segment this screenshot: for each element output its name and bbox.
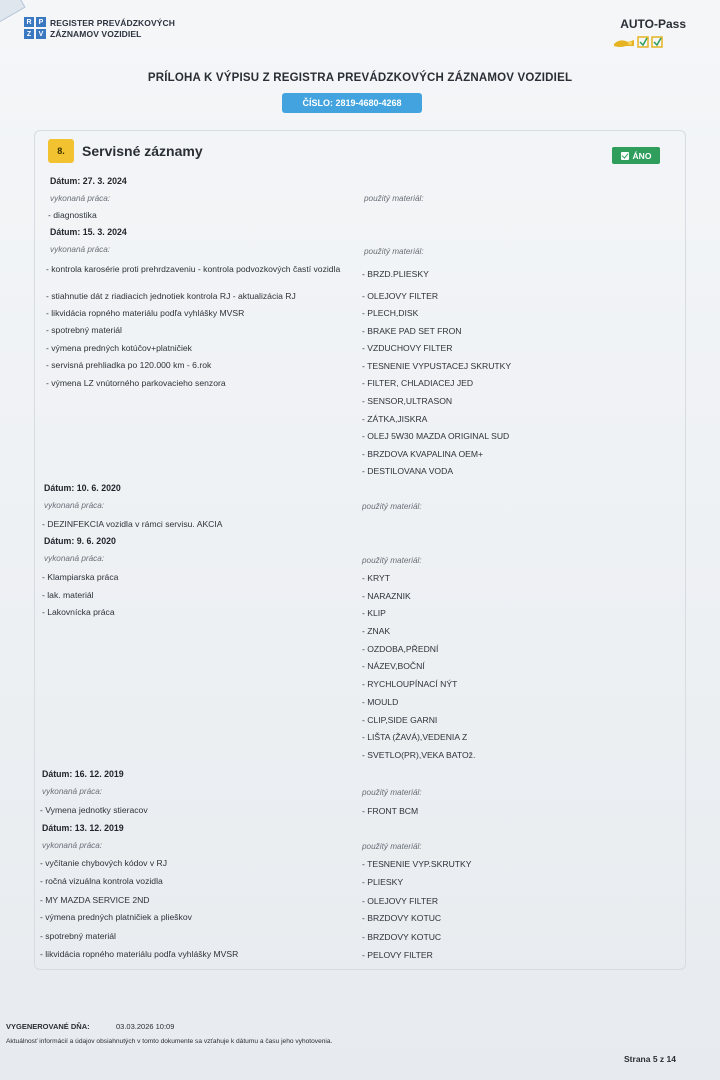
record-date: Dátum: 9. 6. 2020 <box>44 536 116 546</box>
page-title: PRÍLOHA K VÝPISU Z REGISTRA PREVÁDZKOVÝCH ZÁZNAMOV VOZIDIEL <box>147 72 573 84</box>
work-label: vykonaná práca: <box>42 841 103 850</box>
material-item: - OLEJ 5W30 MAZDA ORIGINAL SUD <box>362 431 510 441</box>
registry-name-line2: ZÁZNAMOV VOZIDIEL <box>50 29 142 39</box>
work-label: vykonaná práca: <box>44 554 105 563</box>
work-label: vykonaná práca: <box>42 787 103 796</box>
material-item: - BRZDOVY KOTUC <box>362 913 442 923</box>
material-label: použitý materiál: <box>362 502 422 511</box>
material-item: - MOULD <box>362 697 399 707</box>
work-item: - vyčítanie chybových kódov v RJ <box>40 858 168 868</box>
material-item: - BRAKE PAD SET FRON <box>362 326 462 336</box>
work-item: - spotrebný materiál <box>40 931 116 941</box>
material-item: - OZDOBA,PŘEDNÍ <box>362 644 439 654</box>
material-label: použitý materiál: <box>364 247 424 256</box>
corner-tab <box>0 0 26 25</box>
material-item: - FILTER, CHLADIACEJ JED <box>362 378 474 388</box>
work-item: - diagnostika <box>48 210 97 220</box>
material-item: - CLIP,SIDE GARNI <box>362 715 438 725</box>
material-item: - PLECH,DISK <box>362 308 419 318</box>
disclaimer-note: Aktuálnosť informácií a údajov obsiahnutých v tomto dokumente sa vzťahuje k dátumu a času jeho vyhotovenia. <box>6 1038 333 1045</box>
work-item: - výmena LZ vnútorného parkovacieho senzora <box>46 378 226 388</box>
material-item: - BRZDOVA KVAPALINA OEM+ <box>362 449 484 459</box>
material-item: - SENSOR,ULTRASON <box>362 396 453 406</box>
record-date: Dátum: 27. 3. 2024 <box>50 176 127 186</box>
material-item: - KRYT <box>362 573 391 583</box>
record-date: Dátum: 16. 12. 2019 <box>42 769 124 779</box>
work-item: - Vymena jednotky stieracov <box>40 805 148 815</box>
document-number-badge <box>282 93 422 113</box>
material-item: - BRZD.PLIESKY <box>362 269 429 279</box>
work-item: - likvidácia ropného materiálu podľa vyhlášky MVSR <box>40 949 239 959</box>
material-label: použitý materiál: <box>362 556 422 565</box>
material-item: - NÁZEV,BOČNÍ <box>362 661 425 671</box>
work-item: - výmena predných platničiek a plieškov <box>40 912 192 922</box>
status-badge <box>612 147 660 164</box>
section-title: Servisné záznamy <box>82 143 203 159</box>
rpzv-logo <box>24 17 46 39</box>
work-item: - kontrola karosérie proti prehrdzaveniu - kontrola podvozkových častí vozidla <box>46 264 341 274</box>
registry-name <box>50 18 175 40</box>
material-item: - TESNENIE VYPUSTACEJ SKRUTKY <box>362 361 512 371</box>
logo-letter: R <box>24 17 34 27</box>
material-item: - DESTILOVANA VODA <box>362 466 454 476</box>
material-item: - LIŠTA (ŽAVÁ),VEDENIA Z <box>362 732 468 742</box>
work-label: vykonaná práca: <box>50 194 111 203</box>
logo-letter: Z <box>24 29 34 39</box>
material-item: - FRONT BCM <box>362 806 419 816</box>
work-item: - Lakovnícka práca <box>42 607 115 617</box>
autopass-logo-icon <box>612 34 672 50</box>
work-item: - servisná prehliadka po 120.000 km - 6.rok <box>46 360 212 370</box>
material-item: - TESNENIE VYP.SKRUTKY <box>362 859 472 869</box>
record-date: Dátum: 10. 6. 2020 <box>44 483 121 493</box>
work-item: - spotrebný materiál <box>46 325 122 335</box>
section-card <box>34 130 686 970</box>
material-label: použitý materiál: <box>364 194 424 203</box>
registry-name-line1: REGISTER PREVÁDZKOVÝCH <box>50 18 175 28</box>
material-item: - ZÁTKA,JISKRA <box>362 414 428 424</box>
material-item: - KLIP <box>362 608 386 618</box>
record-date: Dátum: 15. 3. 2024 <box>50 227 127 237</box>
work-item: - MY MAZDA SERVICE 2ND <box>40 895 150 905</box>
generated-date: 03.03.2026 10:09 <box>116 1022 175 1031</box>
work-item: - lak. materiál <box>42 590 94 600</box>
material-item: - VZDUCHOVY FILTER <box>362 343 453 353</box>
material-item: - NARAZNIK <box>362 591 411 601</box>
work-label: vykonaná práca: <box>50 245 111 254</box>
material-item: - SVETLO(PR),VEKA BATOž. <box>362 750 476 760</box>
status-badge-label: ÁNO <box>632 150 652 161</box>
work-item: - DEZINFEKCIA vozidla v rámci servisu. AKCIA <box>42 519 223 529</box>
document-number-value: 2819-4680-4268 <box>335 98 402 108</box>
section-number: 8. <box>48 139 74 163</box>
material-item: - RYCHLOUPÍNACÍ NÝT <box>362 679 458 689</box>
material-item: - PELOVY FILTER <box>362 950 433 960</box>
work-label: vykonaná práca: <box>44 501 105 510</box>
autopass-brand: AUTO-Pass <box>620 17 686 31</box>
document-number-label: ČÍSLO: <box>302 98 333 108</box>
page-number: Strana 5 z 14 <box>624 1054 676 1064</box>
work-item: - stiahnutie dát z riadiacich jednotiek kontrola RJ - aktualizácia RJ <box>46 291 296 301</box>
material-label: použitý materiál: <box>362 788 422 797</box>
work-item: - likvidácia ropného materiálu podľa vyhlášky MVSR <box>46 308 245 318</box>
work-item: - výmena predných kotúčov+platničiek <box>46 343 192 353</box>
logo-letter: V <box>36 29 46 39</box>
material-item: - OLEJOVY FILTER <box>362 896 439 906</box>
record-date: Dátum: 13. 12. 2019 <box>42 823 124 833</box>
logo-letter: P <box>36 17 46 27</box>
work-item: - ročná vizuálna kontrola vozidla <box>40 876 163 886</box>
generated-label: VYGENEROVANÉ DŇA: <box>6 1022 90 1031</box>
work-item: - Klampiarska práca <box>42 572 119 582</box>
material-item: - PLIESKY <box>362 877 404 887</box>
material-label: použitý materiál: <box>362 842 422 851</box>
checkbox-icon <box>621 152 629 160</box>
material-item: - ZNAK <box>362 626 391 636</box>
material-item: - BRZDOVY KOTUC <box>362 932 442 942</box>
material-item: - OLEJOVY FILTER <box>362 291 439 301</box>
